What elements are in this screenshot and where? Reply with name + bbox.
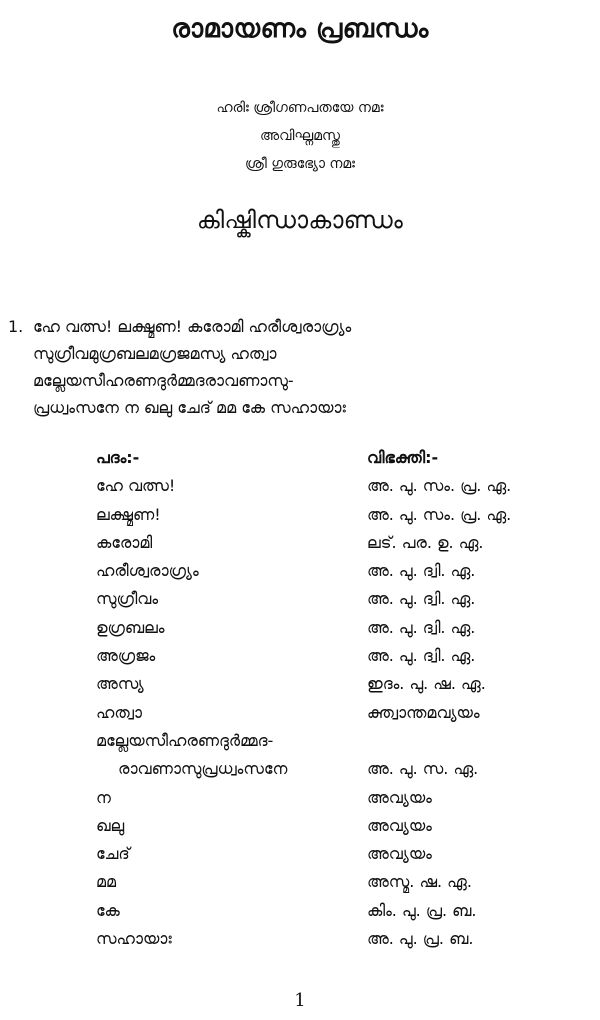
verse-line	[8, 340, 588, 367]
case-cell: ലട്. പര. ഉ. ഏ.	[367, 532, 484, 552]
invocation-block	[0, 94, 600, 178]
case-cell: ക്ത്വാന്തമവ്യയം	[367, 702, 480, 722]
table-row	[96, 925, 576, 953]
case-cell: അ. പു. ദ്വി. ഏ.	[367, 617, 476, 637]
verse-line-text: ഹേ വത്സ! ലക്ഷ്മണ! കരോമി ഹരീശ്വരാഗ്ര്യം	[33, 317, 352, 336]
word-cell: ഖലു	[96, 815, 125, 835]
word-cell: മമ	[96, 872, 117, 892]
word-cell: ന	[96, 787, 111, 807]
case-cell: ഇദം. പു. ഷ. ഏ.	[367, 674, 486, 694]
case-cell: അ. പു. പ്ര. ബ.	[367, 929, 474, 949]
verse-line-text: പ്രധ്വംസനേ ന ഖലു ചേദ് മമ കേ സഹായാഃ	[33, 398, 346, 417]
word-cell: കേ	[96, 900, 120, 920]
word-cell: ഹേ വത്സ!	[96, 476, 176, 496]
case-cell: അ. പു. സ. ഏ.	[367, 759, 479, 779]
word-cell: രാവണാസുപ്രധ്വംസനേ	[118, 759, 288, 779]
verse-block	[8, 313, 588, 421]
table-row	[96, 472, 576, 500]
case-cell: കിം. പു. പ്ര. ബ.	[367, 900, 477, 920]
invocation-line: ശ്രീ ഗുരുഭ്യോ നമഃ	[244, 156, 356, 172]
case-cell: അ. പു. ദ്വി. ഏ.	[367, 561, 476, 581]
invocation-line: ഹരിഃ ശ്രീഗണപതയേ നമഃ	[216, 100, 384, 116]
verse-line-text: മല്ലേയസീഹരണദുർമ്മദരാവണാസു-	[33, 371, 294, 390]
case-cell: അ. പു. ദ്വി. ഏ.	[367, 589, 476, 609]
word-cell: സഹായാഃ	[96, 929, 172, 949]
verse-line	[8, 394, 588, 421]
table-row	[96, 529, 576, 557]
verse-line	[8, 313, 588, 340]
page-number: 1	[294, 990, 306, 1011]
table-row	[96, 557, 576, 585]
case-cell: അ. പു. ദ്വി. ഏ.	[367, 646, 476, 666]
page-title: രാമായണം പ്രബന്ധം	[171, 14, 429, 44]
word-cell: ലക്ഷ്മണ!	[96, 504, 161, 524]
case-column-header: വിഭക്തി:-	[367, 448, 439, 467]
case-cell: അവ്യയം	[367, 787, 432, 807]
invocation-line: അവിഘ്നമസ്തു	[260, 128, 340, 144]
word-cell: അസ്യ	[96, 674, 144, 694]
table-row	[96, 812, 576, 840]
case-cell: അവ്യയം	[367, 815, 432, 835]
word-column-header: പദം:-	[96, 448, 140, 467]
table-row	[96, 642, 576, 670]
case-cell: അവ്യയം	[367, 844, 432, 864]
verse-line	[8, 367, 588, 394]
verse-number: 1.	[8, 317, 24, 336]
word-cell: മല്ലേയസീഹരണദുർമ്മദ-	[96, 730, 274, 750]
section-title: കിഷ്കിന്ധാകാണ്ഡം	[196, 206, 404, 234]
word-analysis-table	[96, 444, 576, 953]
word-cell: അഗ്രജം	[96, 646, 156, 666]
word-cell: ഉഗ്രബലം	[96, 617, 165, 637]
word-cell: ചേദ്	[96, 844, 130, 864]
table-row	[96, 585, 576, 613]
table-row	[96, 727, 576, 755]
word-cell: കരോമി	[96, 532, 153, 552]
table-header-row	[96, 444, 576, 472]
case-cell: അസ്മ. ഷ. ഏ.	[367, 872, 472, 892]
word-cell: ഹരീശ്വരാഗ്ര്യം	[96, 561, 199, 581]
table-row	[96, 784, 576, 812]
table-row	[96, 501, 576, 529]
word-cell: ഹത്വാ	[96, 702, 142, 722]
verse-line-text: സുഗ്രീവമുഗ്രബലമഗ്രജമസ്യ ഹത്വാ	[33, 344, 277, 363]
table-row	[96, 868, 576, 896]
table-row	[96, 614, 576, 642]
table-row	[96, 699, 576, 727]
table-row	[96, 755, 576, 783]
case-cell: അ. പു. സം. പ്ര. ഏ.	[367, 476, 512, 496]
case-cell: അ. പു. സം. പ്ര. ഏ.	[367, 504, 512, 524]
table-row	[96, 840, 576, 868]
table-row	[96, 897, 576, 925]
word-cell: സുഗ്രീവം	[96, 589, 159, 609]
table-row	[96, 670, 576, 698]
